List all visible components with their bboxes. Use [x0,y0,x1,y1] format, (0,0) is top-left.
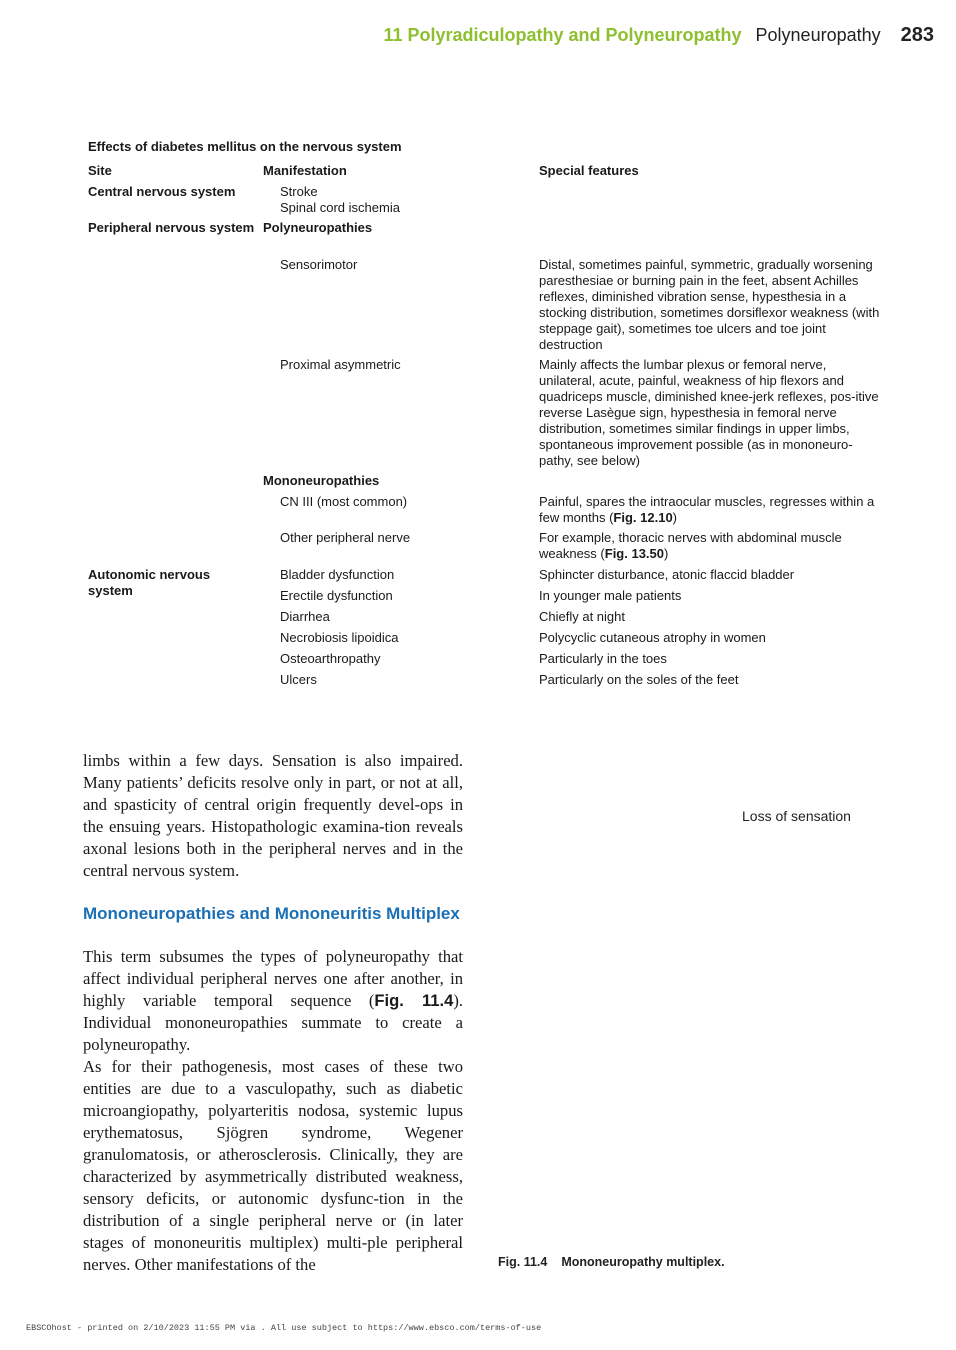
table-header-row [88,163,888,184]
row-manifestation: Other peripheral nerve [280,530,411,545]
body-paragraph-3: As for their pathogenesis, most cases of these two entities are due to a vasculopathy, such as diabetic microangiopathy, polyarteritis nodosa, systemic lupus erythematosus, Sjögren syndrome, Wegener granulomatosis, or atherosclerosis. Clinically, they are characterized by asymmetrically distributed weakness, sensory deficits, or autonomic dysfunc-tion in the distribution of a single peripheral nerve or (in later stages of mononeuritis multiplex) multi-ple peripheral nerves. Other manifestations of the [83,1057,463,1274]
row-manifestation: Necrobiosis lipoidica [280,630,399,645]
chapter-title: 11 Polyradiculopathy and Polyneuropathy [383,25,742,45]
table-row [88,220,888,257]
figure-reference[interactable]: Fig. 13.50 [604,546,664,561]
row-special-features: Particularly on the soles of the feet [539,672,739,687]
row-special-features: In younger male patients [539,588,682,603]
header-special-features: Special features [539,163,639,178]
row-manifestation: Osteoarthropathy [280,651,381,666]
row-special-features: Polycyclic cutaneous atrophy in women [539,630,766,645]
row-special-features: Particularly in the toes [539,651,667,666]
row-manifestation: Proximal asymmetric [280,357,401,372]
figure-reference[interactable]: Fig. 11.4 [374,991,454,1010]
row-site: Central nervous system [88,184,236,199]
table-row [88,651,888,672]
print-footer: EBSCOhost - printed on 2/10/2023 11:55 PM via . All use subject to https://www.ebsco.com/terms-of-use [26,1323,542,1333]
table-row [88,588,888,609]
row-manifestation: Stroke [280,184,318,199]
row-manifestation: Sensorimotor [280,257,358,272]
row-manifestation: Erectile dysfunction [280,588,393,603]
table-row [88,184,888,200]
body-paragraph-1: limbs within a few days. Sensation is also impaired. Many patients’ deficits resolve only in part, or not at all, and spasticity of central origin frequently devel-ops in the ensuing years. Histopathologic examina-tion reveals axonal lesions both in the peripheral nerves and in the central nervous system. [83,751,463,880]
page-number: 283 [900,24,934,46]
row-special-features: Sphincter disturbance, atonic flaccid bladder [539,567,795,582]
header-site: Site [88,163,112,178]
figure-number: Fig. 11.4 [498,1255,548,1269]
running-header [383,24,934,47]
table-row [88,494,888,530]
table-title: Effects of diabetes mellitus on the nervous system [88,139,402,154]
row-manifestation-group: Polyneuropathies [263,220,373,235]
header-manifestation: Manifestation [263,163,347,178]
table-row [88,672,888,693]
table-row [88,530,888,567]
row-special-features: Chiefly at night [539,609,625,624]
body-paragraph-2: This term subsumes the types of polyneuropathy that affect individual peripheral nerves one after another, in highly variable temporal sequence (Fig. 11.4). Individual mononeuropathies summate to create a polyneuropathy. [83,947,464,1054]
row-manifestation: Ulcers [280,672,317,687]
table-row [88,473,888,494]
row-site: Autonomic nervous system [88,567,211,598]
row-manifestation: Bladder dysfunction [280,567,395,582]
table-row [88,630,888,651]
table-row [88,257,888,357]
diabetes-effects-table [88,163,888,693]
row-manifestation-group: Mononeuropathies [263,473,380,488]
row-special-features: Distal, sometimes painful, symmetric, gradually worsening paresthesiae or burning pain in the feet, absent Achilles reflexes, diminished vibration sense, hypesthesia in a stocking distribution, sometimes dorsiflexor weakness (with steppage gait), sometimes toe ulcers and toe joint destruction [539,257,880,352]
row-special-features: Mainly affects the lumbar plexus or femoral nerve, unilateral, acute, painful, weakness of hip flexors and quadriceps muscle, diminished knee-jerk reflexes, pos-itive reverse Lasègue sign, hypesthesia in femoral nerve distribution, sometimes similar findings in upper limbs, spontaneous improvement possible (as in mononeuro-pathy, see below) [539,357,879,468]
row-manifestation: Spinal cord ischemia [280,200,400,215]
table-row [88,357,888,473]
row-special-features: Painful, spares the intraocular muscles, regresses within a few months (Fig. 12.10) [539,494,875,525]
row-manifestation: Diarrhea [280,609,330,624]
row-special-features: For example, thoracic nerves with abdominal muscle weakness (Fig. 13.50) [539,530,842,561]
table-row [88,200,888,220]
table-row [88,609,888,630]
section-title: Polyneuropathy [755,25,881,45]
figure-reference[interactable]: Fig. 12.10 [613,510,673,525]
row-site: Peripheral nervous system [88,220,255,235]
figure-caption-text: Mononeuropathy multiplex. [561,1255,725,1269]
figure-label: Loss of sensation [742,808,851,824]
row-manifestation: CN III (most common) [280,494,408,509]
section-heading: Mononeuropathies and Mononeuritis Multiplex [83,904,460,923]
figure-caption [498,1255,725,1269]
body-paragraphs [83,946,463,1276]
